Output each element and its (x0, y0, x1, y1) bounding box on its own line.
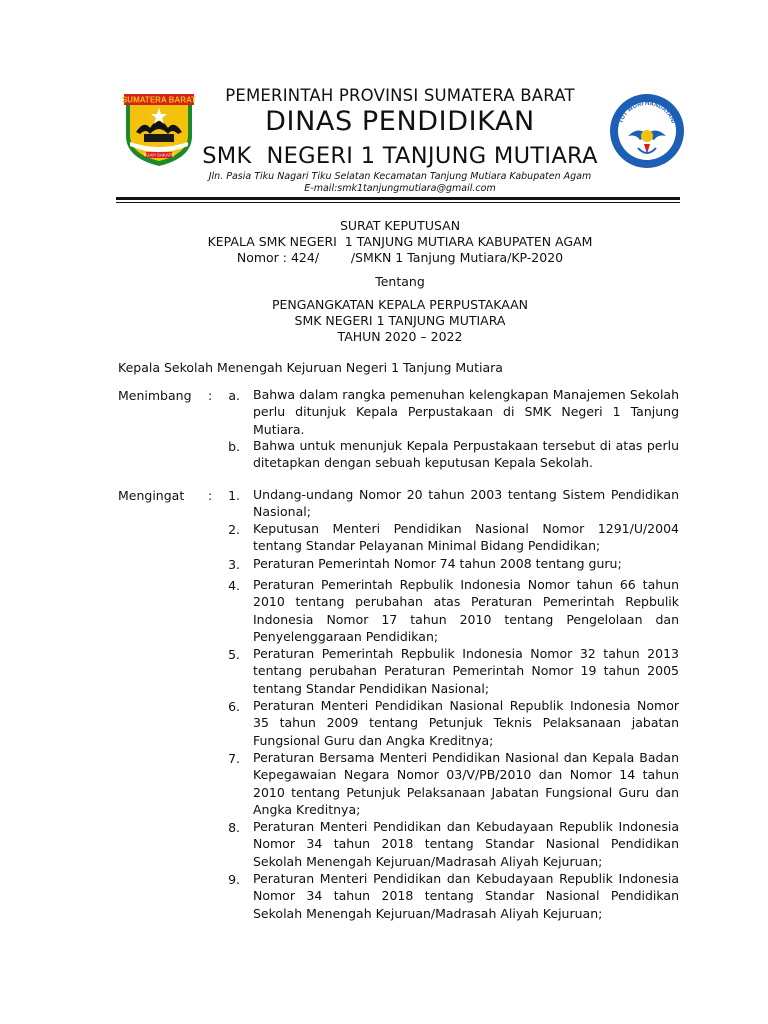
decree-number: Nomor : 424/ /SMKN 1 Tanjung Mutiara/KP-2020 (236, 250, 564, 265)
menimbang-colon: : (208, 388, 213, 403)
mengingat-label: Mengingat (118, 488, 185, 503)
decree-issuer: KEPALA SMK NEGERI 1 TANJUNG MUTIARA KABUPATEN AGAM (207, 234, 593, 249)
crest-motto-text: TUAH SAKATO (143, 152, 175, 158)
mengingat-marker: 5. (228, 647, 240, 662)
decree-subject-2: SMK NEGERI 1 TANJUNG MUTIARA (294, 313, 506, 328)
letterhead-agency: DINAS PENDIDIKAN (265, 106, 535, 137)
mengingat-marker: 2. (228, 522, 240, 537)
mengingat-item: Peraturan Bersama Menteri Pendidikan Nasional dan Kepala Badan Kepegawaian Negara Nomor 03/V/PB/2010 dan Nomor 14 tahun 2010 tentang Petunjuk Pelaksanaan Jabatan Fungsional Guru dan Angka Kreditnya; (253, 750, 679, 818)
mengingat-marker: 7. (228, 751, 240, 766)
mengingat-item: Undang-undang Nomor 20 tahun 2003 tentang Sistem Pendidikan Nasional; (253, 487, 679, 520)
mengingat-item: Peraturan Pemerintah Repbulik Indonesia Nomor 32 tahun 2013 tentang perubahan Peraturan Pemerintah Nomor 19 tahun 2005 tentang Standar Pendidikan Nasional; (253, 646, 679, 696)
mengingat-marker: 3. (228, 557, 240, 572)
menimbang-marker: b. (228, 439, 240, 454)
letterhead-email: E-mail:smk1tanjungmutiara@gmail.com (304, 182, 496, 194)
mengingat-item: Peraturan Pemerintah Nomor 74 tahun 2008 tentang guru; (253, 556, 622, 571)
mengingat-colon: : (208, 488, 213, 503)
mengingat-item: Peraturan Menteri Pendidikan dan Kebudayaan Republik Indonesia Nomor 34 tahun 2018 tentang Standar Nasional Pendidikan Sekolah Menengah Kejuruan/Madrasah Aliyah Kejuruan; (253, 871, 679, 921)
mengingat-marker: 1. (228, 488, 240, 503)
mengingat-marker: 4. (228, 578, 240, 593)
mengingat-item: Keputusan Menteri Pendidikan Nasional Nomor 1291/U/2004 tentang Standar Pelayanan Minimal Bidang Pendidikan; (253, 521, 679, 554)
menimbang-label: Menimbang (118, 388, 192, 403)
decree-tentang: Tentang (375, 274, 425, 289)
logo-motto-text: TUT WURI HANDAYANI (618, 100, 676, 125)
letterhead-school: SMK NEGERI 1 TANJUNG MUTIARA (202, 143, 598, 169)
letterhead-government: PEMERINTAH PROVINSI SUMATERA BARAT (225, 86, 575, 105)
mengingat-marker: 9. (228, 872, 240, 887)
mengingat-item: Peraturan Menteri Pendidikan dan Kebudayaan Republik Indonesia Nomor 34 tahun 2018 tentang Standar Nasional Pendidikan Sekolah Menengah Kejuruan/Madrasah Aliyah Kejuruan; (253, 819, 679, 869)
tut-wuri-handayani-logo (608, 92, 686, 170)
decree-title: SURAT KEPUTUSAN (339, 218, 461, 233)
letterhead-rule-thin (116, 202, 680, 203)
menimbang-item: Bahwa untuk menunjuk Kepala Perpustakaan tersebut di atas perlu ditetapkan dengan sebuah keputusan Kepala Sekolah. (253, 438, 679, 471)
crest-banner-text: SUMATERA BARAT (122, 95, 196, 105)
mengingat-item: Peraturan Pemerintah Repbulik Indonesia Nomor tahun 66 tahun 2010 tentang perubahan atas Peraturan Pemerintah Repbulik Indonesia Nomor 17 tahun 2010 tentang Pengelolaan dan Penyelenggaraan Pendidikan; (253, 577, 679, 645)
menimbang-item: Bahwa dalam rangka pemenuhan kelengkapan Manajemen Sekolah perlu ditunjuk Kepala Perpustakaan di SMK Negeri 1 Tanjung Mutiara. (253, 387, 679, 437)
mengingat-item: Peraturan Menteri Pendidikan Nasional Republik Indonesia Nomor 35 tahun 2009 tentang Petunjuk Teknis Pelaksanaan jabatan Fungsional Guru dan Angka Kreditnya; (253, 698, 679, 748)
mengingat-marker: 8. (228, 820, 240, 835)
letterhead-address-block (180, 171, 620, 194)
decree-opening: Kepala Sekolah Menengah Kejuruan Negeri 1 Tanjung Mutiara (118, 360, 503, 375)
mengingat-marker: 6. (228, 699, 240, 714)
decree-subject-3: TAHUN 2020 – 2022 (337, 329, 463, 344)
decree-subject-1: PENGANGKATAN KEPALA PERPUSTAKAAN (271, 297, 529, 312)
letterhead-rule-thick (116, 197, 680, 200)
letterhead-address: Jln. Pasia Tiku Nagari Tiku Selatan Kecamatan Tanjung Mutiara Kabupaten Agam (208, 171, 592, 182)
menimbang-marker: a. (228, 388, 240, 403)
